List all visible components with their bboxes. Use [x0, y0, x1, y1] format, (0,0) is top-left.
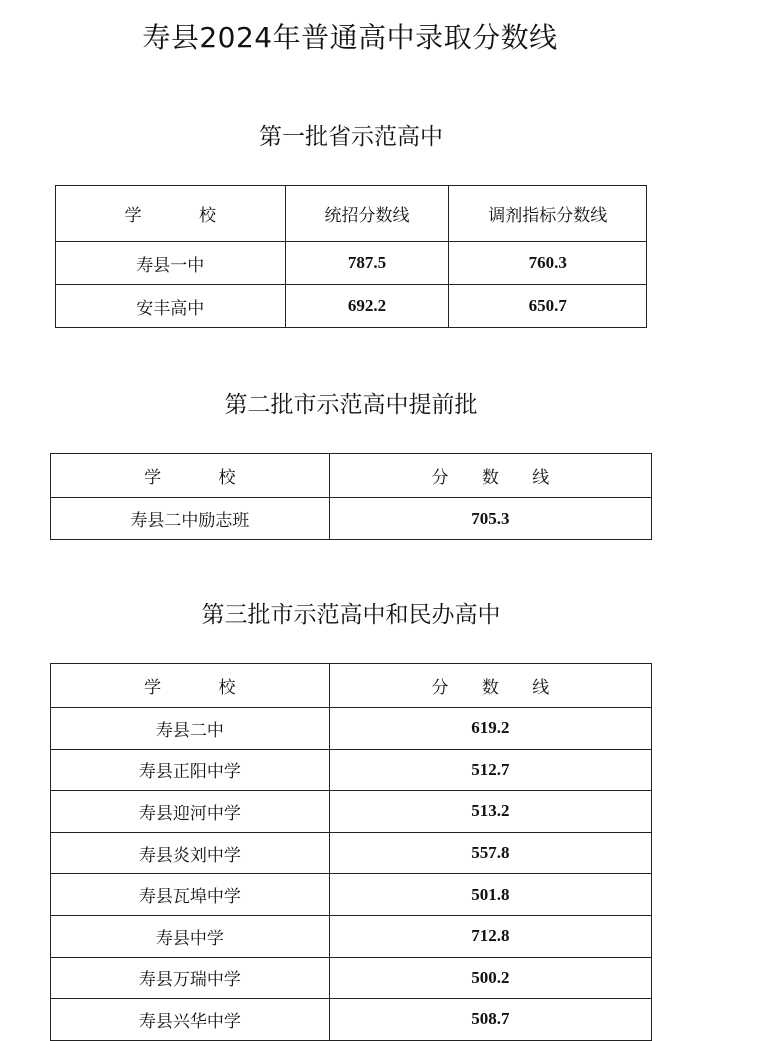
header-school: 学 校	[56, 186, 286, 242]
score-value: 513.2	[329, 791, 651, 833]
table-row	[51, 832, 652, 874]
school-name: 寿县炎刘中学	[51, 832, 330, 874]
score-value: 501.8	[329, 874, 651, 916]
page-title: 寿县2024年普通高中录取分数线	[142, 21, 558, 54]
section2-title: 第二批市示范高中提前批	[224, 392, 478, 418]
score-value: 557.8	[329, 832, 651, 874]
table-header-row	[51, 664, 652, 708]
score-value: 787.5	[285, 242, 449, 285]
table-row	[51, 749, 652, 791]
table-row	[51, 915, 652, 957]
header-score: 分 数 线	[329, 664, 651, 708]
header-adjusted-score: 调剂指标分数线	[449, 186, 647, 242]
adjusted-score-value: 760.3	[449, 242, 647, 285]
header-school: 学 校	[51, 664, 330, 708]
section3-title: 第三批市示范高中和民办高中	[201, 602, 501, 628]
school-name: 寿县正阳中学	[51, 749, 330, 791]
school-name: 寿县一中	[56, 242, 286, 285]
school-name: 寿县迎河中学	[51, 791, 330, 833]
score-value: 619.2	[329, 708, 651, 750]
table-row	[51, 708, 652, 750]
table-row	[51, 999, 652, 1041]
score-value: 692.2	[285, 285, 449, 328]
school-name: 安丰高中	[56, 285, 286, 328]
score-value: 705.3	[329, 498, 651, 540]
table-header-row	[56, 186, 647, 242]
header-score: 统招分数线	[285, 186, 449, 242]
school-name: 寿县兴华中学	[51, 999, 330, 1041]
school-name: 寿县万瑞中学	[51, 957, 330, 999]
table-row	[51, 874, 652, 916]
table-row	[56, 285, 647, 328]
school-name: 寿县中学	[51, 915, 330, 957]
section2-table	[50, 453, 652, 540]
table-row	[56, 242, 647, 285]
score-value: 712.8	[329, 915, 651, 957]
section1-title: 第一批省示范高中	[259, 124, 443, 150]
table-row	[51, 791, 652, 833]
section1-table	[55, 185, 647, 328]
header-score: 分 数 线	[329, 454, 651, 498]
adjusted-score-value: 650.7	[449, 285, 647, 328]
table-header-row	[51, 454, 652, 498]
score-value: 500.2	[329, 957, 651, 999]
school-name: 寿县瓦埠中学	[51, 874, 330, 916]
score-value: 512.7	[329, 749, 651, 791]
section3-table	[50, 663, 652, 1041]
table-row	[51, 498, 652, 540]
score-value: 508.7	[329, 999, 651, 1041]
table-row	[51, 957, 652, 999]
school-name: 寿县二中	[51, 708, 330, 750]
header-school: 学 校	[51, 454, 330, 498]
school-name: 寿县二中励志班	[51, 498, 330, 540]
